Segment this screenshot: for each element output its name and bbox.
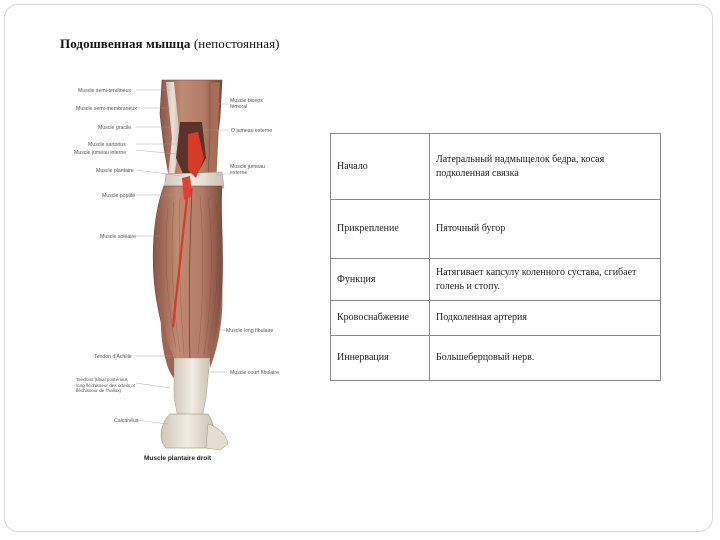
row-value-insertion: Пяточный бугор xyxy=(430,200,661,259)
achilles-tendon xyxy=(174,358,210,418)
leg-muscle-illustration xyxy=(70,78,280,470)
label-semitendinosus: Muscle semi-tendineux xyxy=(78,88,132,94)
label-tendons-group xyxy=(76,377,136,407)
leg-anatomy-svg xyxy=(70,78,280,470)
slide-title-rest: (непостоянная) xyxy=(190,36,280,51)
row-value-innervation: Большеберцовый нерв. xyxy=(430,336,661,381)
label-biceps-femoris: Muscle biceps fémoral xyxy=(230,98,263,110)
row-key-blood-supply: Кровоснабжение xyxy=(331,301,430,336)
label-peroneus-brevis: Muscle court fibulaire xyxy=(230,370,280,376)
row-value-blood-supply: Подколенная артерия xyxy=(430,301,661,336)
label-sartorius: Muscle sartorius xyxy=(88,142,126,148)
label-tendons: Tendons (tibial postérieur, long fléchisseur des orteils et fléchisseur de l'hallux) xyxy=(76,377,136,393)
label-lateral-gastrocnemius: Muscle jumeau externe xyxy=(230,164,265,176)
row-value-origin: Латеральный надмыщелок бедра, косая подколенная связка xyxy=(430,134,661,200)
label-achilles: Tendon d'Achille xyxy=(94,354,132,360)
slide-title xyxy=(60,36,280,52)
figure-caption: Muscle plantaire droit xyxy=(144,455,212,462)
label-calcaneus: Calcanéus xyxy=(114,418,139,424)
row-key-origin: Начало xyxy=(331,134,430,200)
table-row xyxy=(331,336,661,381)
table-row xyxy=(331,301,661,336)
label-peroneus-longus: Muscle long fibulaire xyxy=(226,328,274,334)
label-popliteus: Muscle poplité xyxy=(102,193,136,199)
label-medial-gastrocnemius: Muscle jumeau interne xyxy=(74,150,127,156)
row-key-innervation: Иннервация xyxy=(331,336,430,381)
table-row xyxy=(331,200,661,259)
table-row xyxy=(331,259,661,301)
slide-title-bold: Подошвенная мышца xyxy=(60,36,191,51)
label-gracilis: Muscle gracile xyxy=(98,125,132,131)
label-soleus: Muscle soléaire xyxy=(100,234,137,240)
table-row xyxy=(331,134,661,200)
row-key-function: Функция xyxy=(331,259,430,301)
row-value-function: Натягивает капсулу коленного сустава, сгибает голень и стопу. xyxy=(430,259,661,301)
foot xyxy=(206,424,228,450)
label-semimembranosus: Muscle semi-membraneux xyxy=(76,106,137,112)
label-lateral-head: O jumeau externe xyxy=(231,128,273,134)
label-plantaris: Muscle plantaire xyxy=(96,168,134,174)
row-key-insertion: Прикрепление xyxy=(331,200,430,259)
muscle-info-table xyxy=(330,133,661,381)
